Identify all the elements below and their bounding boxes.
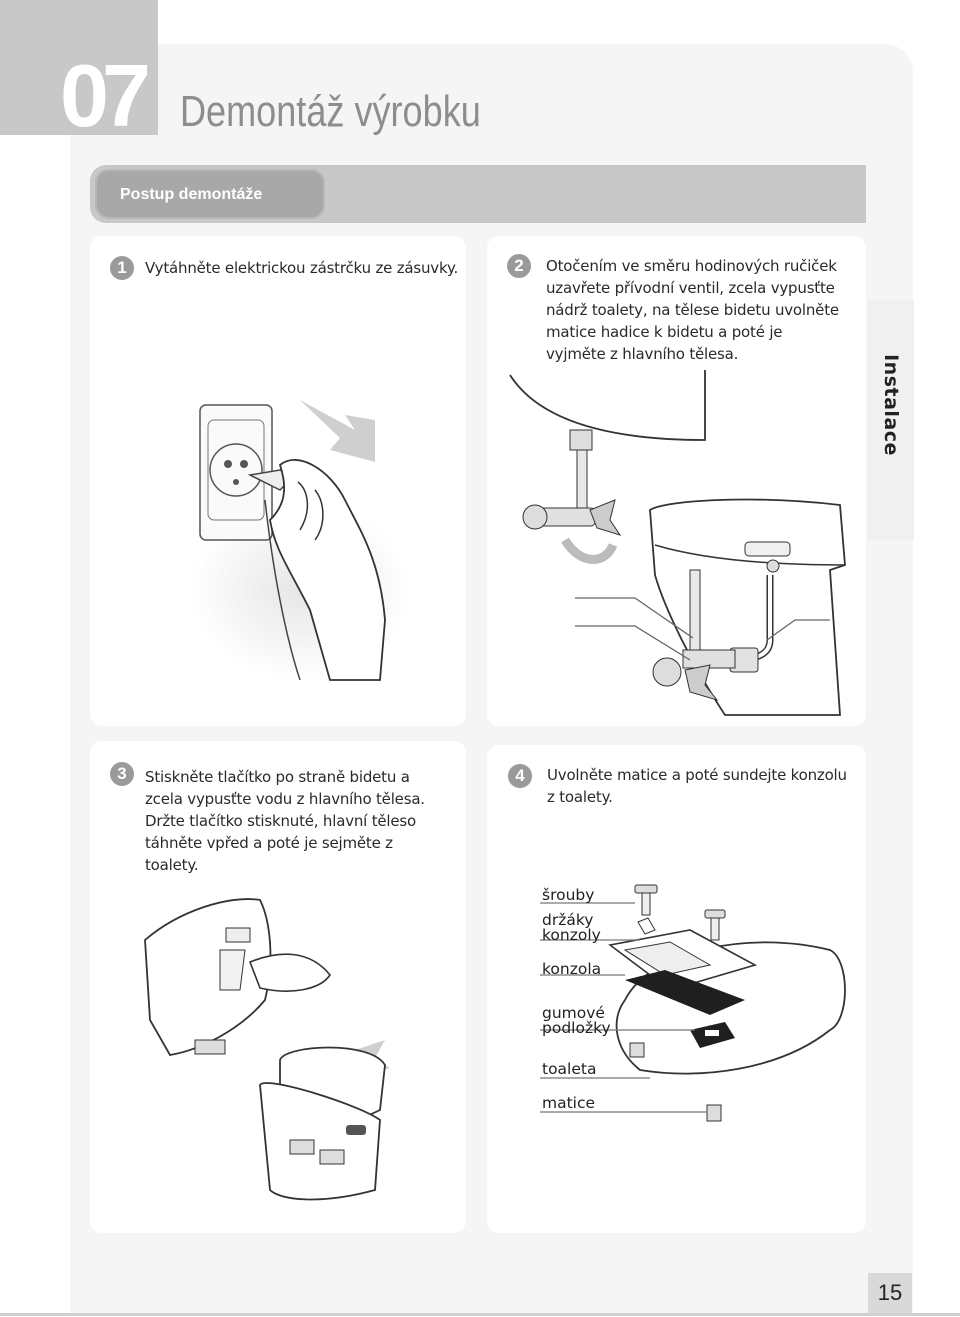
label-brackets: držáky konzoly — [542, 911, 601, 944]
section-title: Postup demontáže — [120, 186, 263, 203]
remove-bidet-illustration — [140, 890, 440, 1210]
label-screws: šrouby — [542, 886, 595, 904]
page-title: Demontáž výrobku — [180, 87, 481, 136]
label-bracket: konzola — [542, 960, 602, 978]
valve-and-hose-illustration — [505, 370, 850, 720]
step-text: Uvolněte matice a poté sundejte konzolu z toalety. — [547, 766, 847, 806]
step-number-badge: 3 — [110, 762, 134, 786]
step-number-badge: 4 — [508, 764, 532, 788]
step-text: Otočením ve směru hodinových ručiček uzavřete přívodní ventil, zcela vypusťte nádrž toalety, na tělese bidetu uvolněte matice hadice k bidetu a poté je vyjměte z hlavního tělesa. — [546, 257, 839, 363]
rotate-arrow-icon — [565, 540, 613, 559]
unplug-illustration — [180, 390, 420, 690]
chapter-number: 07 — [60, 46, 144, 145]
step-number-badge: 2 — [507, 254, 531, 278]
page-number: 15 — [868, 1273, 912, 1313]
footer-divider — [0, 1313, 960, 1316]
step-number-badge: 1 — [110, 256, 134, 280]
step-text: Stiskněte tlačítko po straně bidetu a zcela vypusťte vodu z hlavního tělesa. Držte tlačítko stisknuté, hlavní těleso táhněte vpřed a poté je sejměte z toalety. — [145, 768, 425, 874]
label-rubber-pads: gumové podložky — [542, 1004, 611, 1037]
label-nuts: matice — [542, 1094, 596, 1112]
step-text: Vytáhněte elektrickou zástrčku ze zásuvky. — [145, 259, 459, 277]
pull-arrow-icon — [300, 400, 375, 462]
label-toilet: toaleta — [542, 1060, 597, 1078]
side-tab-label: Instalace — [880, 354, 902, 456]
